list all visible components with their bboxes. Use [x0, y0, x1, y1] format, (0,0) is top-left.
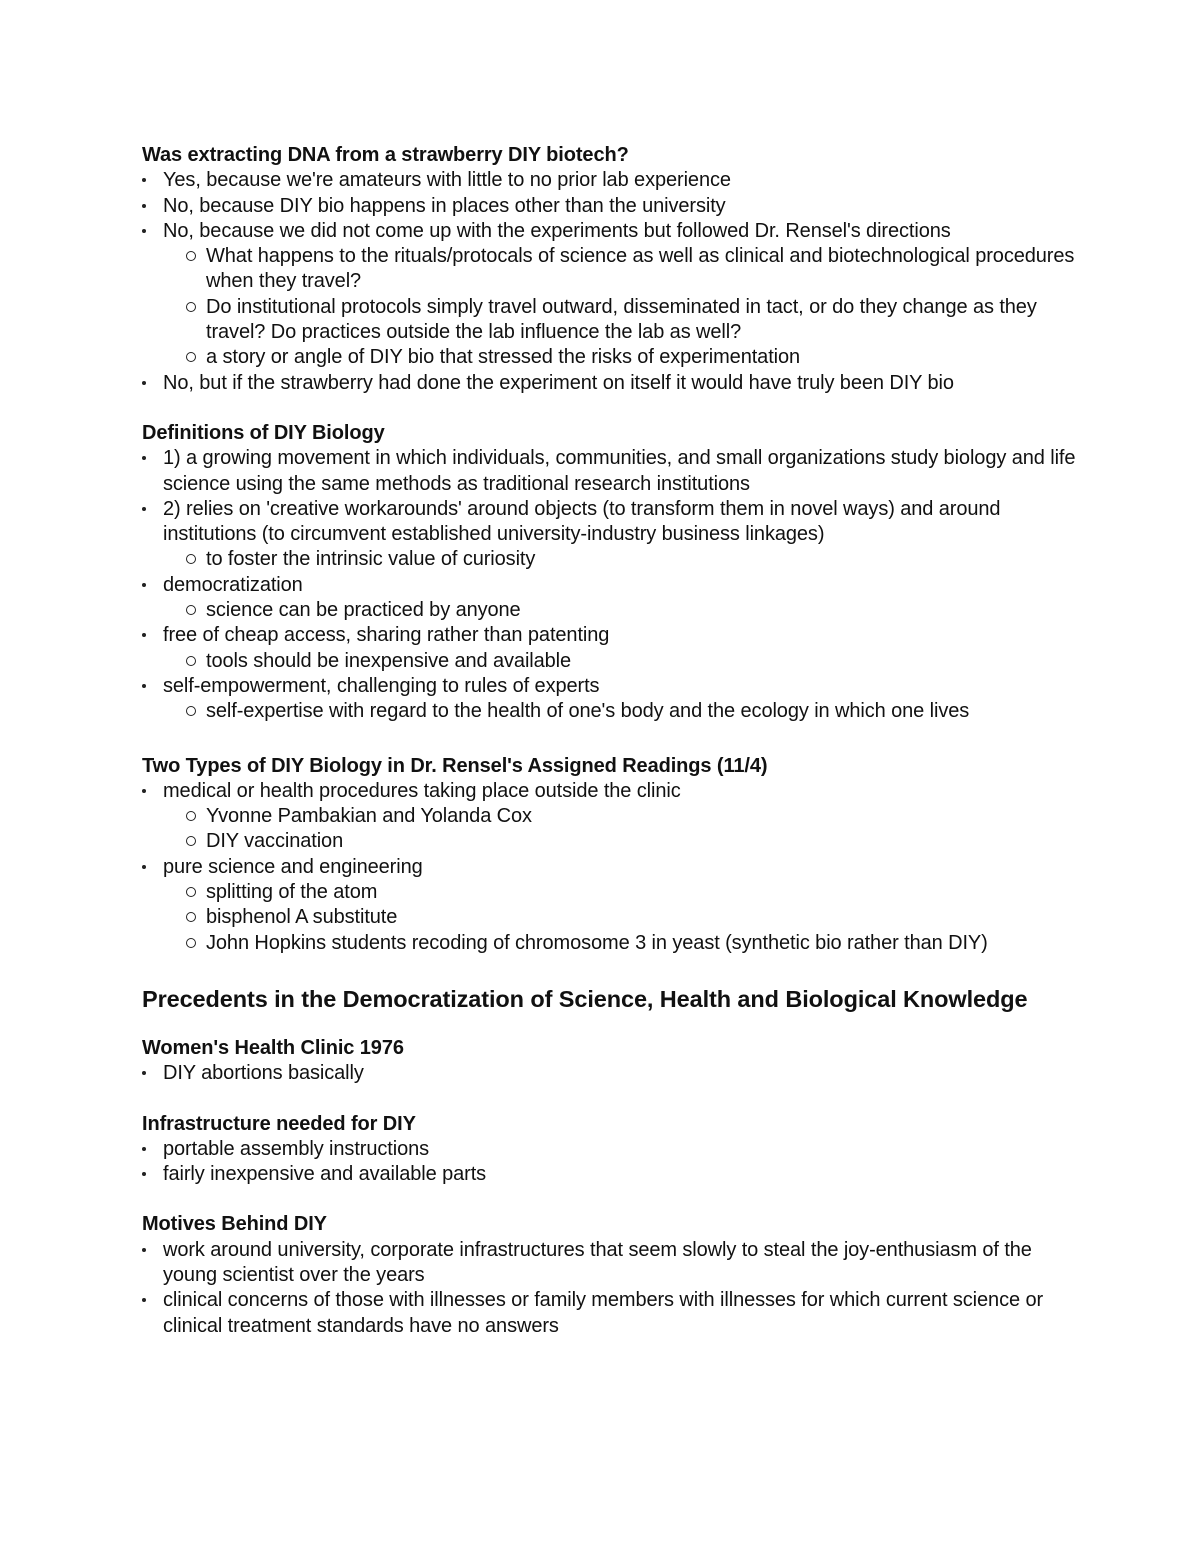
list-item: 1) a growing movement in which individuals, communities, and small organizations study biology and life science using the same methods as traditional research institutions [142, 446, 1082, 497]
circle-bullet-icon [186, 836, 196, 846]
list-item: portable assembly instructions [142, 1137, 1082, 1162]
list-item: DIY abortions basically [142, 1061, 1082, 1086]
sub-list-item: Yvonne Pambakian and Yolanda Cox [142, 804, 1082, 829]
sub-list-item: a story or angle of DIY bio that stressed the risks of experimentation [142, 345, 1082, 370]
list-item: medical or health procedures taking place outside the clinic [142, 779, 1082, 804]
bullet-icon [142, 1071, 146, 1075]
circle-bullet-icon [186, 251, 196, 261]
bullet-icon [142, 178, 146, 182]
sub-list-item: DIY vaccination [142, 829, 1082, 854]
section-heading: Women's Health Clinic 1976 [142, 1036, 404, 1059]
list-item: pure science and engineering [142, 855, 1082, 880]
circle-bullet-icon [186, 887, 196, 897]
section-heading: Two Types of DIY Biology in Dr. Rensel's Assigned Readings (11/4) [142, 754, 768, 777]
circle-bullet-icon [186, 352, 196, 362]
bullet-list [142, 1137, 1082, 1188]
bullet-icon [142, 507, 146, 511]
major-heading: Precedents in the Democratization of Science, Health and Biological Knowledge [142, 985, 1028, 1012]
list-item: democratization [142, 573, 1082, 598]
bullet-list [142, 1061, 1082, 1086]
circle-bullet-icon [186, 554, 196, 564]
bullet-icon [142, 1298, 146, 1302]
bullet-icon [142, 583, 146, 587]
list-item: No, because DIY bio happens in places other than the university [142, 194, 1082, 219]
circle-bullet-icon [186, 938, 196, 948]
list-item: clinical concerns of those with illnesses or family members with illnesses for which current science or clinical treatment standards have no answers [142, 1288, 1082, 1339]
circle-bullet-icon [186, 912, 196, 922]
list-item: work around university, corporate infrastructures that seem slowly to steal the joy-enthusiasm of the young scientist over the years [142, 1238, 1082, 1289]
sub-list-item: Do institutional protocols simply travel outward, disseminated in tact, or do they change as they travel? Do practices outside the lab influence the lab as well? [142, 295, 1082, 346]
section-heading: Definitions of DIY Biology [142, 421, 385, 444]
bullet-list [142, 1238, 1082, 1339]
bullet-icon [142, 381, 146, 385]
document-content [142, 143, 1082, 1339]
sub-list-item: science can be practiced by anyone [142, 598, 1082, 623]
sub-list-item: to foster the intrinsic value of curiosity [142, 547, 1082, 572]
sub-list-item: splitting of the atom [142, 880, 1082, 905]
circle-bullet-icon [186, 706, 196, 716]
bullet-icon [142, 865, 146, 869]
section-two-types [142, 754, 1082, 956]
bullet-list [142, 446, 1082, 724]
section-heading: Infrastructure needed for DIY [142, 1112, 416, 1135]
bullet-icon [142, 633, 146, 637]
list-item: self-empowerment, challenging to rules of experts [142, 674, 1082, 699]
bullet-icon [142, 1172, 146, 1176]
section-definitions [142, 421, 1082, 725]
list-item: 2) relies on 'creative workarounds' around objects (to transform them in novel ways) and around institutions (to circumvent established university-industry business linkages) [142, 497, 1082, 548]
bullet-icon [142, 1147, 146, 1151]
section-womens-health-clinic [142, 1036, 1082, 1087]
list-item: Yes, because we're amateurs with little to no prior lab experience [142, 168, 1082, 193]
circle-bullet-icon [186, 302, 196, 312]
circle-bullet-icon [186, 811, 196, 821]
sub-list-item: John Hopkins students recoding of chromosome 3 in yeast (synthetic bio rather than DIY) [142, 931, 1082, 956]
section-motives [142, 1212, 1082, 1338]
section-strawberry-dna [142, 143, 1082, 396]
bullet-list [142, 779, 1082, 956]
bullet-icon [142, 204, 146, 208]
section-infrastructure [142, 1112, 1082, 1188]
section-heading: Motives Behind DIY [142, 1213, 327, 1236]
sub-list-item: tools should be inexpensive and available [142, 649, 1082, 674]
list-item: No, because we did not come up with the experiments but followed Dr. Rensel's directions [142, 219, 1082, 244]
bullet-icon [142, 456, 146, 460]
sub-list-item: What happens to the rituals/protocals of science as well as clinical and biotechnological procedures when they travel? [142, 244, 1082, 295]
list-item: fairly inexpensive and available parts [142, 1162, 1082, 1187]
bullet-icon [142, 684, 146, 688]
bullet-list [142, 168, 1082, 396]
circle-bullet-icon [186, 656, 196, 666]
bullet-icon [142, 789, 146, 793]
sub-list-item: self-expertise with regard to the health of one's body and the ecology in which one lives [142, 699, 1082, 724]
circle-bullet-icon [186, 605, 196, 615]
list-item: free of cheap access, sharing rather than patenting [142, 623, 1082, 648]
bullet-icon [142, 1248, 146, 1252]
sub-list-item: bisphenol A substitute [142, 905, 1082, 930]
bullet-icon [142, 229, 146, 233]
section-heading: Was extracting DNA from a strawberry DIY biotech? [142, 144, 629, 166]
list-item: No, but if the strawberry had done the experiment on itself it would have truly been DIY bio [142, 371, 1082, 396]
